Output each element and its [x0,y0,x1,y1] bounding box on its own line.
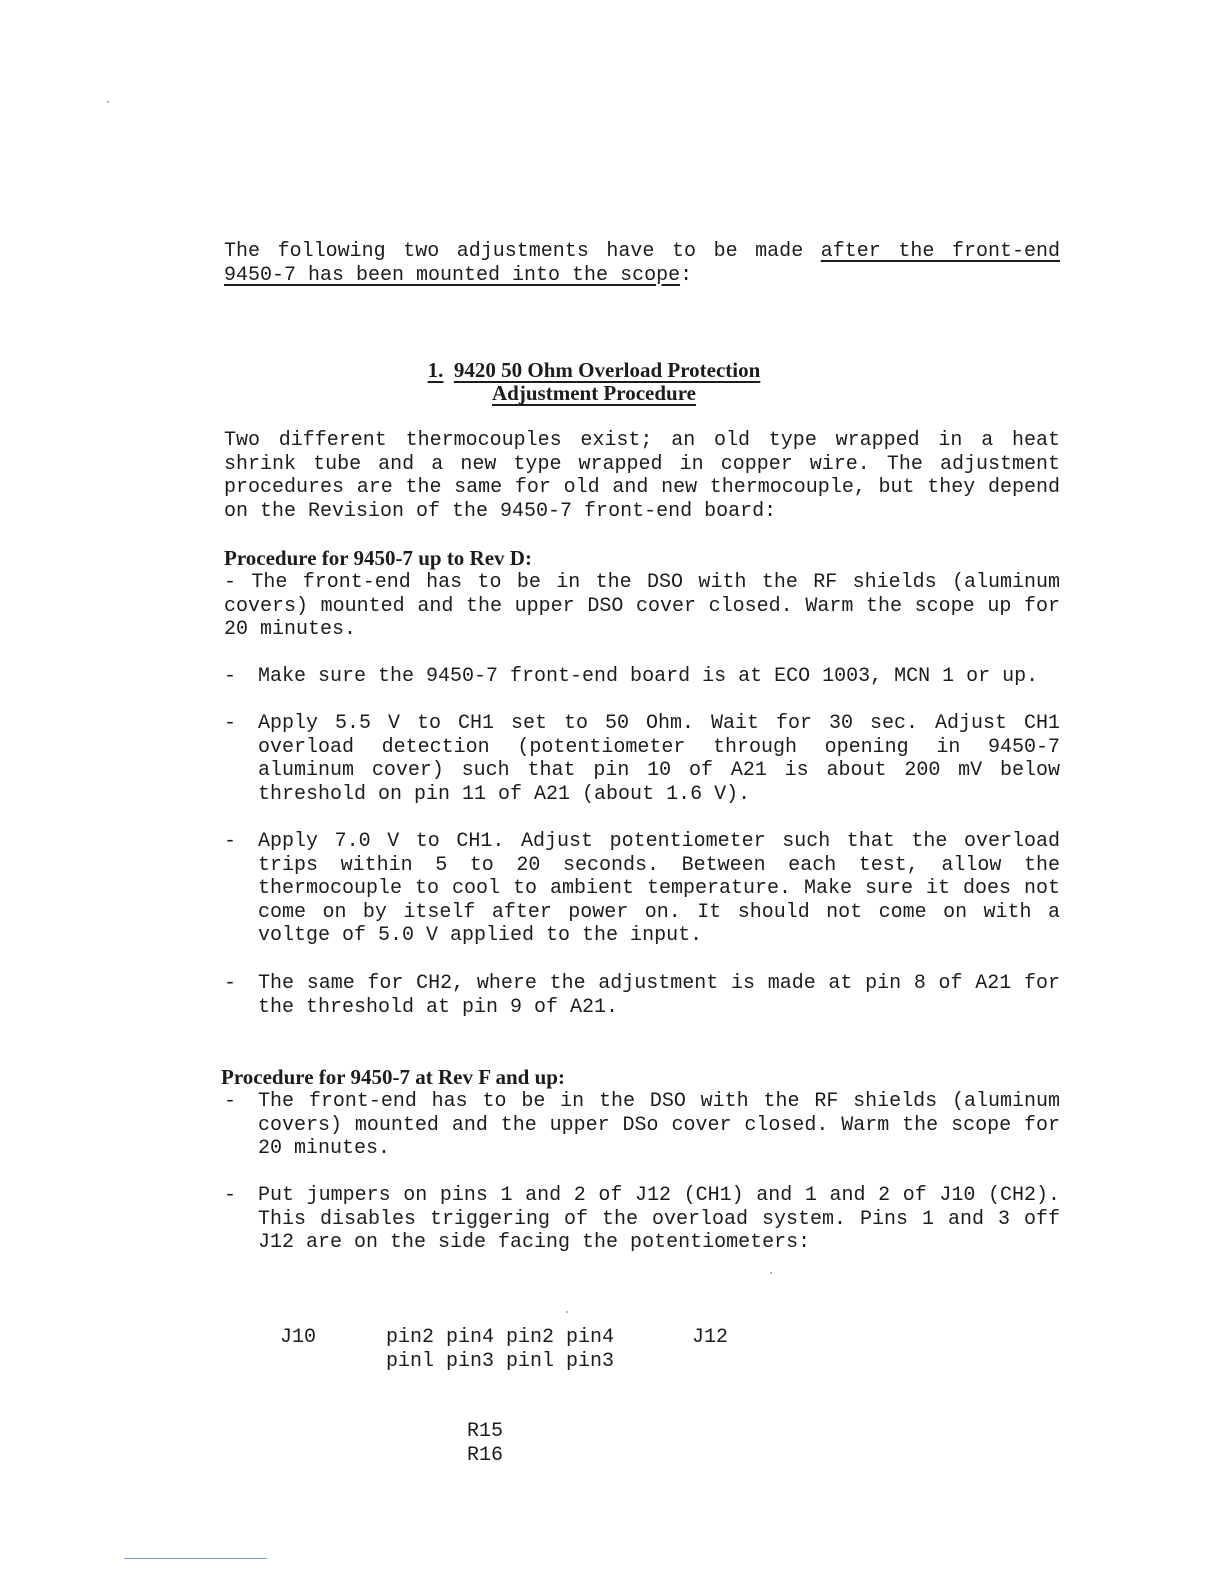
scan-speck [770,1272,772,1274]
procedure-rev-f-heading: Procedure for 9450-7 at Rev F and up: [221,1065,565,1089]
list-item [224,665,1060,689]
list-item [224,712,1060,806]
intro-colon: : [680,263,693,287]
section-title-line1 [224,359,964,383]
section-title-line2 [224,382,964,406]
footer-rule [124,1558,267,1559]
resistor-r16-label: R16 [467,1444,504,1467]
overview-paragraph: Two different thermocouples exist; an old type wrapped in a heat shrink tube and a new type wrapped in copper wire. The adjustment procedures are the same for old and new thermocouple, but they depend on the Revision of the 9450-7 front-end board: [224,429,1060,523]
bullet-dash: - [224,1090,237,1113]
section-subtitle: Adjustment Procedure [492,381,696,405]
list-item [224,972,1060,1019]
section-title: 9420 50 Ohm Overload Protection [453,358,761,382]
procedure-rev-d-heading: Procedure for 9450-7 up to Rev D: [224,546,532,570]
connector-j12-label: J12 [692,1326,729,1349]
list-item-text: Apply 7.0 V to CH1. Adjust potentiometer such that the overload trips within 5 to 20 seconds. Between each test, allow the thermocouple to cool to ambient temperature. Make sure it does not come on by itself after power on. It should not come on with a voltge of 5.0 V applied to the input. [258,830,1060,947]
connector-j10-label: J10 [280,1326,317,1349]
bullet-dash: - [224,830,237,853]
bullet-dash: - [224,1184,237,1207]
resistor-r15-label: R15 [467,1420,504,1443]
list-item-text: Make sure the 9450-7 front-end board is at ECO 1003, MCN 1 or up. [258,665,1039,688]
bullet-dash: - [224,972,237,995]
scan-speck [566,1311,568,1313]
bullet-dash: - [224,665,237,688]
list-item [224,1090,1060,1161]
scan-speck [107,101,109,103]
bullet-dash: - [224,712,237,735]
intro-underlined-text: after the front-end 9450-7 has been mounted into the scope [224,240,1060,287]
pins-bottom-row: pinl pin3 pinl pin3 [386,1350,615,1373]
pins-top-row: pin2 pin4 pin2 pin4 [386,1326,615,1349]
list-item [224,830,1060,948]
list-item-text: Apply 5.5 V to CH1 set to 50 Ohm. Wait for 30 sec. Adjust CH1 overload detection (potentiometer through opening in 9450-7 aluminum cover) such that pin 10 of A21 is about 200 mV below threshold on pin 11 of A21 (about 1.6 V). [258,712,1060,806]
procedure-rev-d-first-item: - The front-end has to be in the DSO with the RF shields (aluminum covers) mounted and the upper DSO cover closed. Warm the scope up for 20 minutes. [224,571,1060,641]
list-item-text: The front-end has to be in the DSO with the RF shields (aluminum covers) mounted and the upper DSo cover closed. Warm the scope for 20 minutes. [258,1090,1060,1160]
section-number: 1. [427,358,444,382]
list-item-text: The same for CH2, where the adjustment is made at pin 8 of A21 for the threshold at pin 9 of A21. [258,972,1060,1019]
list-item [224,1184,1060,1255]
intro-paragraph [224,240,1060,287]
list-item-text: Put jumpers on pins 1 and 2 of J12 (CH1) and 1 and 2 of J10 (CH2). This disables triggering of the overload system. Pins 1 and 3 off J12 are on the side facing the potentiometers: [258,1184,1060,1254]
intro-text: The following two adjustments have to be made [224,240,821,263]
